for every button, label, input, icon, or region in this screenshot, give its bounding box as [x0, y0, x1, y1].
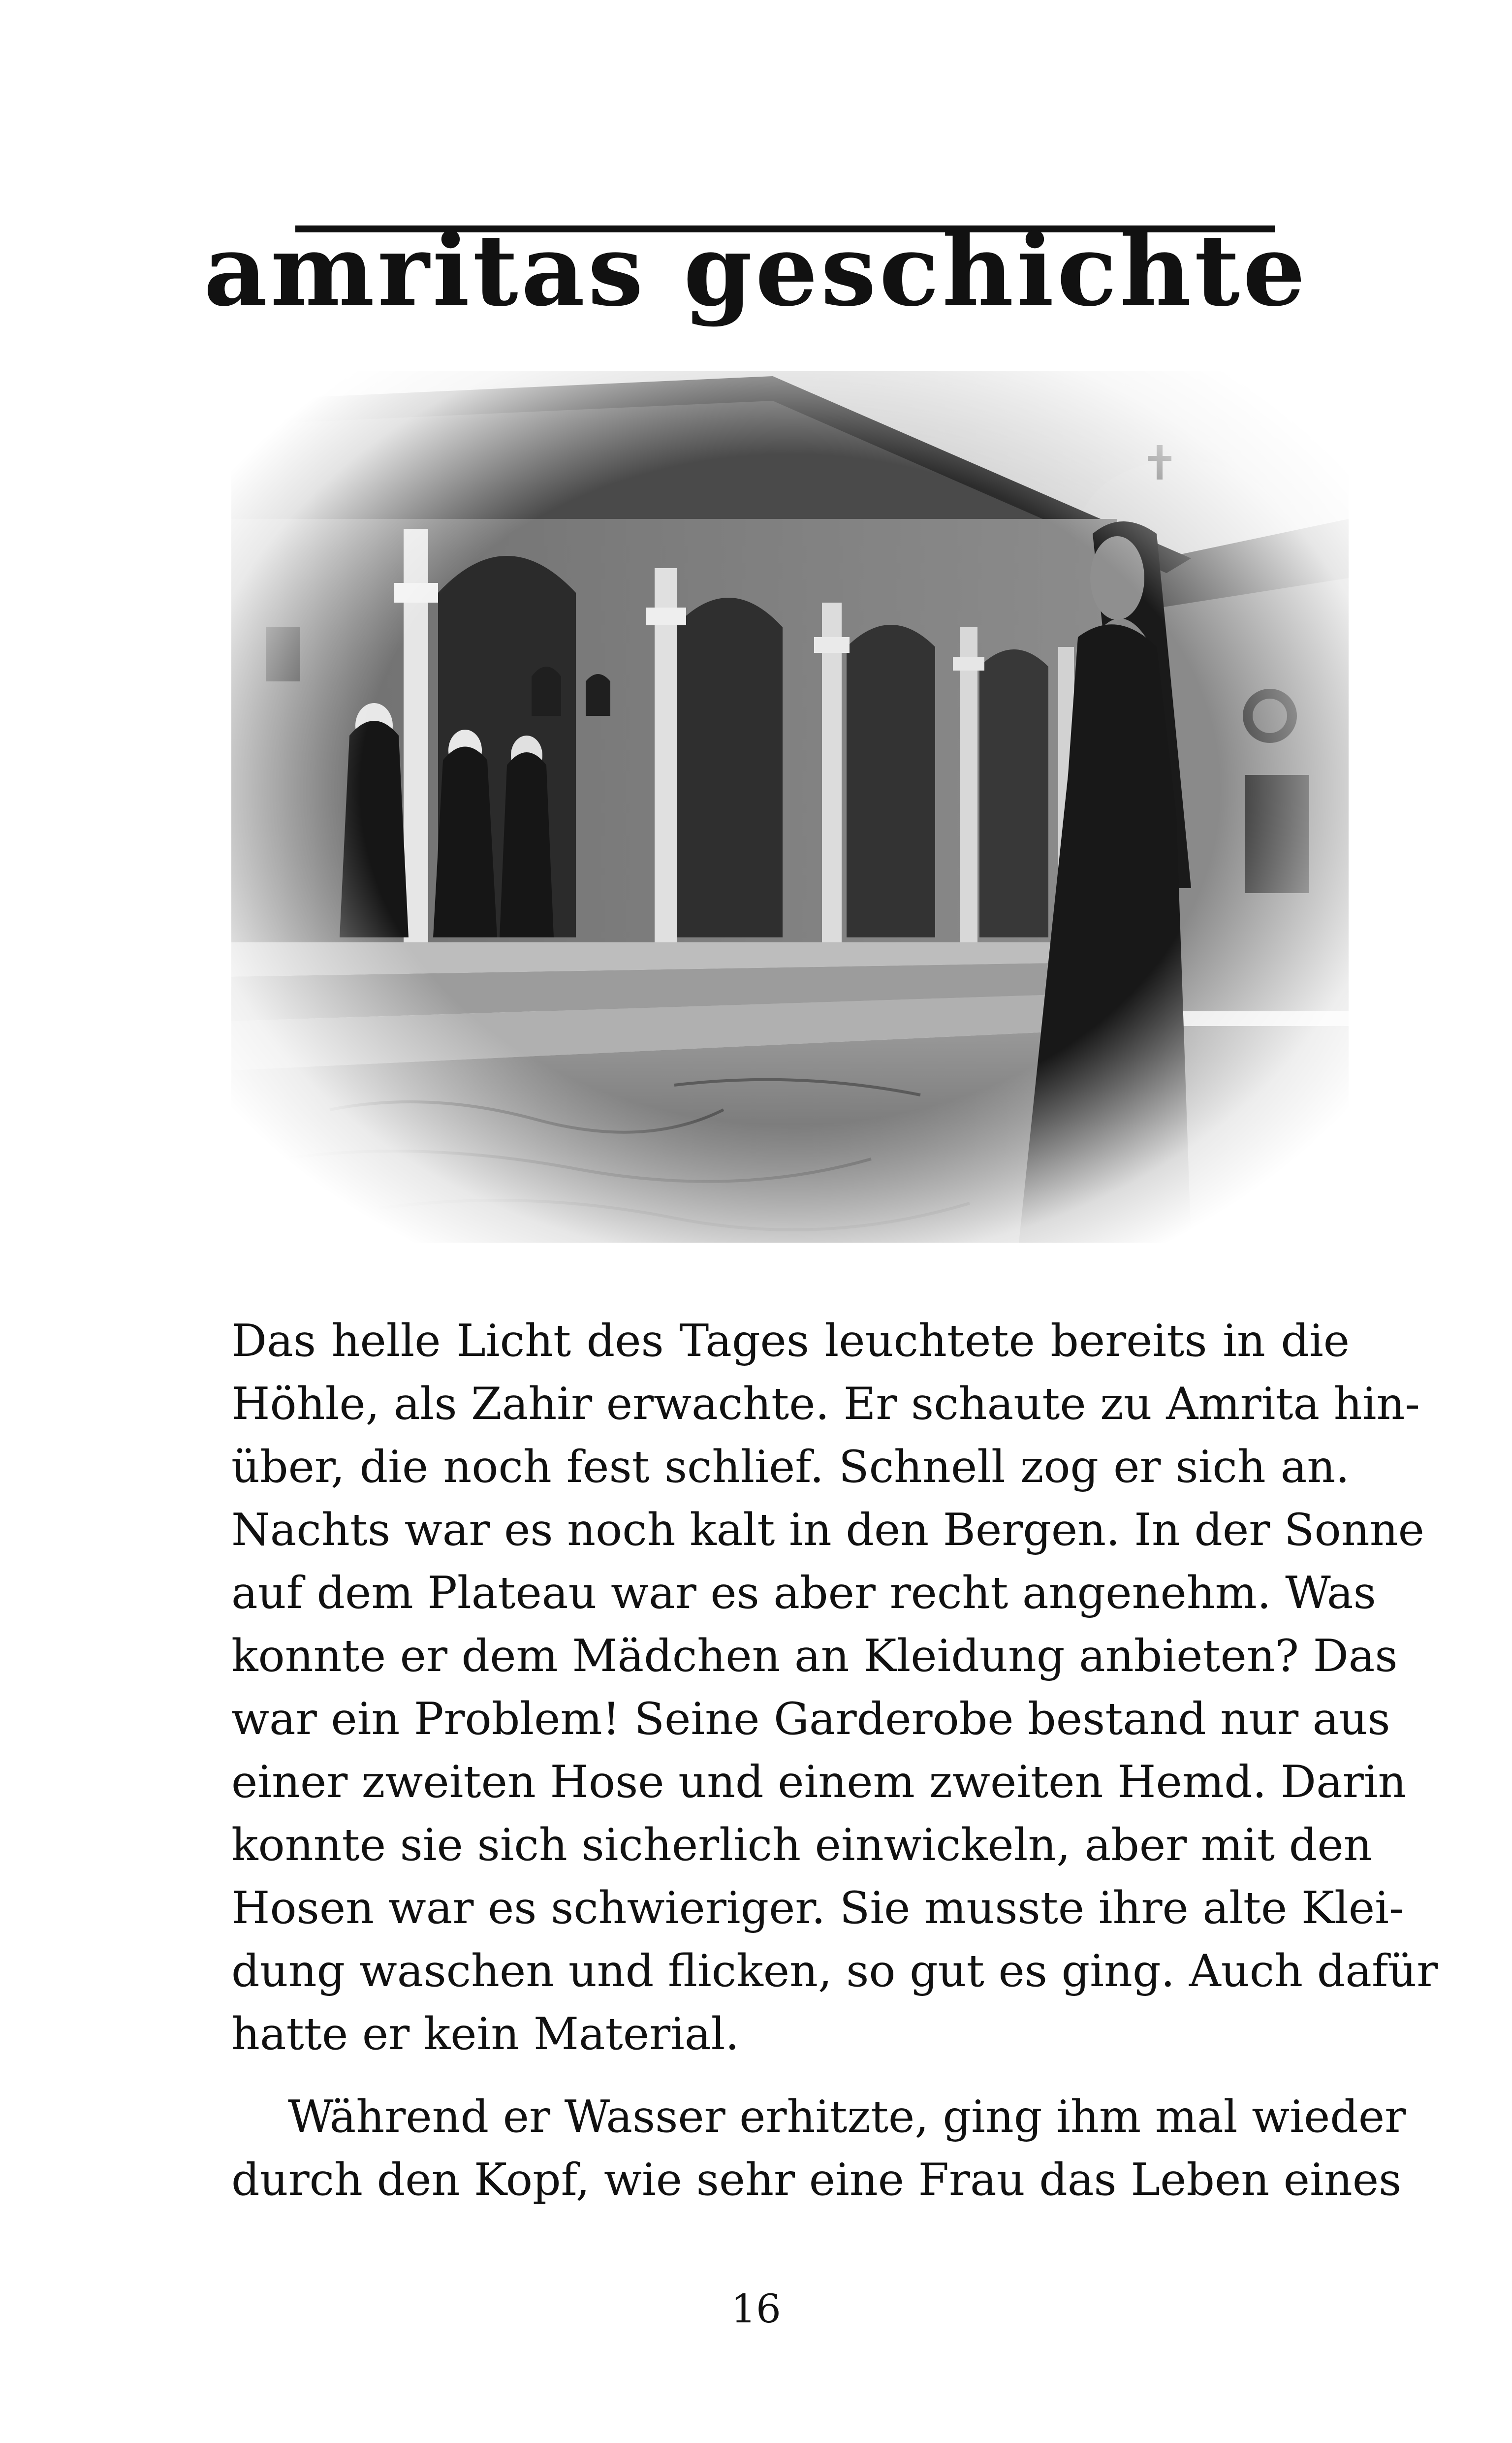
page-number: 16 — [731, 2286, 781, 2332]
paragraph-1 — [231, 1310, 1438, 2066]
text-line: konnte er dem Mädchen an Kleidung anbieten? Das — [231, 1630, 1398, 1682]
text-line: war ein Problem! Seine Garderobe bestand nur aus — [231, 1693, 1390, 1745]
paragraph-2 — [231, 2086, 1406, 2212]
text-line: einer zweiten Hose und einem zweiten Hemd. Darin — [231, 1756, 1407, 1808]
text-line: Das helle Licht des Tages leuchtete bereits in die — [231, 1315, 1350, 1367]
story-text — [231, 1310, 1438, 2212]
chapter-title: amritas geschichte — [203, 213, 1309, 328]
text-line: Hosen war es schwieriger. Sie musste ihre alte Klei- — [231, 1882, 1404, 1934]
text-line: Während er Wasser erhitzte, ging ihm mal wieder — [288, 2091, 1406, 2143]
text-line: Höhle, als Zahir erwachte. Er schaute zu Amrita hin- — [231, 1378, 1420, 1430]
text-line: hatte er kein Material. — [231, 2008, 739, 2060]
text-line: konnte sie sich sicherlich einwickeln, aber mit den — [231, 1819, 1372, 1871]
text-line: auf dem Plateau war es aber recht angenehm. Was — [231, 1567, 1376, 1619]
nuns-courtyard-image — [231, 371, 1349, 1243]
text-line: durch den Kopf, wie sehr eine Frau das Leben eines — [231, 2154, 1402, 2206]
text-line: Nachts war es noch kalt in den Bergen. In der Sonne — [231, 1504, 1424, 1556]
paragraph-spacer — [231, 2066, 1350, 2086]
text-line: dung waschen und flicken, so gut es ging. Auch dafür — [231, 1945, 1438, 1997]
chapter-illustration — [231, 371, 1349, 1243]
text-line: über, die noch fest schlief. Schnell zog er sich an. — [231, 1441, 1350, 1493]
